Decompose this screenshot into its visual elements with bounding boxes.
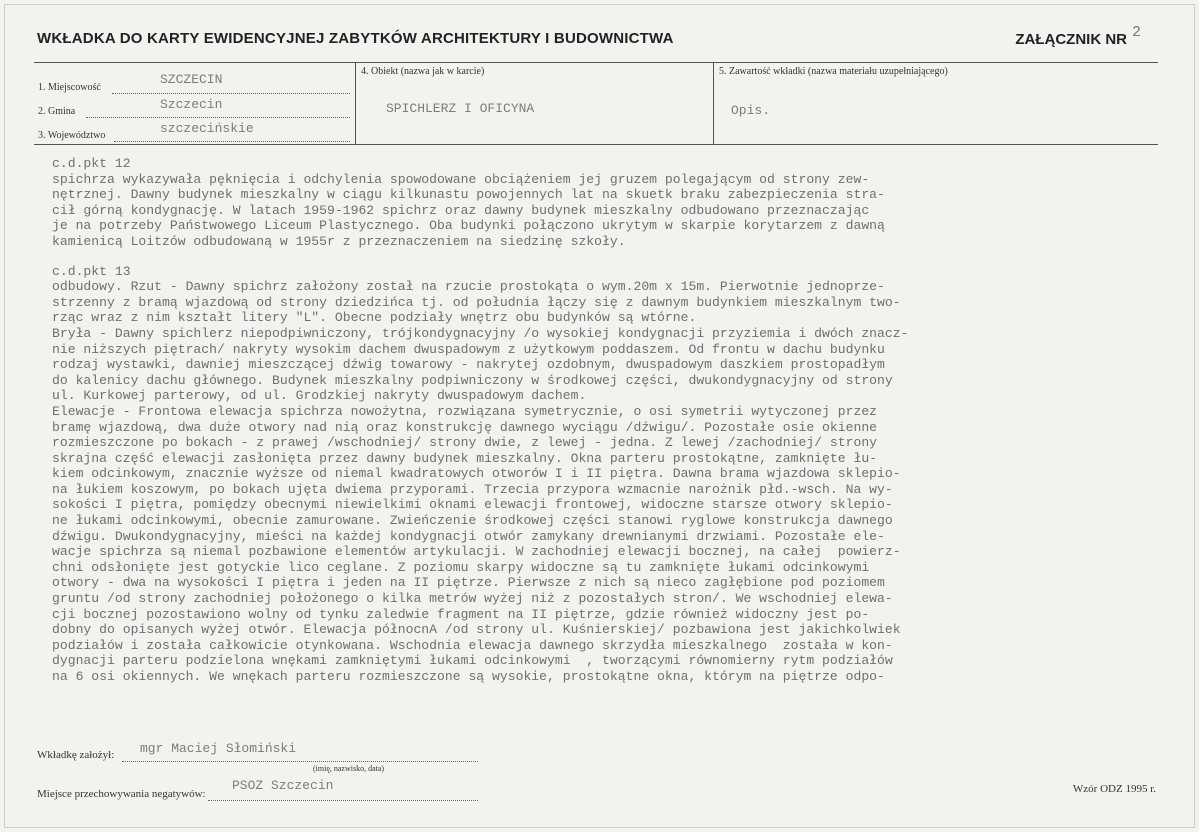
text-line: na 6 osi okiennych. We wnękach parteru rozmieszczone są wysokie, prostokątne okna, którym na piętrze odpo- (52, 669, 885, 684)
column-divider-2 (713, 62, 714, 144)
text-line: bramę wjazdową, dwa duże otwory nad nią oraz konstrukcję dawnego wyciągu /dźwigu/. Pozostałe osie okienne (52, 419, 878, 435)
gmina-label: 2. Gmina (38, 106, 76, 117)
text-line: strzenny z bramą wjazdową od strony dziedzińca tj. od południa łączy się z dawnym budynkiem mieszkalnym two- (52, 294, 901, 310)
text-line: ne łukami odcinkowymi, obecnie zamurowane. Zwieńczenie środkowej części stanowi ryglowe konstrukcja dawnego (52, 513, 893, 529)
author-hint: (imię, nazwisko, data) (313, 764, 385, 773)
location-value: PSOZ Szczecin (232, 778, 334, 793)
section-gap (52, 250, 1162, 264)
text-line: otwory - dwa na wysokości I piętra i jeden na II piętrze. Pierwsze z nich są nieco zagłębione pod poziomem (52, 575, 885, 591)
header-top-rule (34, 62, 1158, 63)
section-heading: c.d.pkt 12 (52, 156, 131, 171)
text-line: nętrznej. Dawny budynek mieszkalny w ciągu kilkunastu powojennych lat na skuetk braku zabezpieczenia stra- (52, 187, 885, 203)
text-line: rząc wraz z nim kształt litery "L". Obecne podziały wnętrz obu budynków są wtórne. (52, 310, 697, 326)
text-line: odbudowy. Rzut - Dawny spichrz założony został na rzucie prostokąta o wym.20m x 15m. Pierwotnie jednoprze- (52, 279, 885, 295)
obiekt-value: SPICHLERZ I OFICYNA (386, 101, 535, 116)
author-value: mgr Maciej Słomiński (140, 741, 297, 756)
location-label: Miejsce przechowywania negatywów: (37, 788, 206, 800)
text-line: kiem odcinkowym, znacznie wyższe od niemal kwadratowych otworów I i II piętra. Dawna brama wjazdowa sklepio- (52, 466, 901, 482)
text-line: na łukiem koszowym, po bokach ujęta dwiema przyporami. Trzecia przypora wzmacnie narożnik płd.-wsch. Na wy- (52, 481, 893, 497)
location-dotline (208, 800, 478, 801)
text-line: do kalenicy dachu głównego. Budynek mieszkalny podpiwniczony w środkowej części, dwukondygnacyjny od strony (52, 372, 893, 388)
form-title: WKŁADKA DO KARTY EWIDENCYJNEJ ZABYTKÓW ARCHITEKTURY I BUDOWNICTWA (37, 30, 674, 47)
obiekt-label: 4. Obiekt (nazwa jak w karcie) (361, 66, 485, 77)
text-line: dygnacji parteru podzielona wnękami zamkniętymi łukami odcinkowymi , tworzącymi równomierny rytm podziałów (52, 653, 893, 669)
text-line: spichrza wykazywała pęknięcia i odchylenia spowodowane obciążeniem jej gruzem polegającym od strony zew- (52, 171, 870, 187)
text-line: ul. Kurkowej parterowy, od ul. Grodzkiej nakryty dwuspadowym dachem. (52, 388, 587, 404)
header-bottom-rule (34, 144, 1158, 145)
wojewodztwo-dotline (114, 141, 350, 142)
description-body (52, 156, 1162, 685)
zawartosc-value: Opis. (731, 103, 771, 118)
text-line: rodzaj wystawki, dawniej mieszczącej dźwig towarowy - nakrytej ozdobnym, dwuspadowym daszkiem prostopadłym (52, 357, 885, 373)
text-line: wacje spichrza są niemal pozbawione elementów artykulacji. W zachodniej elewacji bocznej, na całej powierz- (52, 544, 901, 560)
text-line: rozmieszczone po bokach - z prawej /wschodniej/ strony dwie, z lewej - jedna. Z lewej /zachodniej/ strony (52, 435, 878, 451)
miejscowosc-label: 1. Miejscowość (38, 82, 101, 93)
column-divider-1 (355, 62, 356, 144)
text-line: dźwigu. Dwukondygnacyjny, mieści na każdej kondygnacji otwór zamykany drewnianymi drzwiami. Pozostałe ele- (52, 528, 885, 544)
attachment-label: ZAŁĄCZNIK NR (1015, 31, 1127, 48)
attachment-number: 2 (1131, 24, 1141, 41)
text-line: chni odsłonięte jest gotyckie lico ceglane. Z poziomu skarpy widoczne są tu zamknięte łukami odcinkowymi (52, 559, 870, 575)
miejscowosc-dotline (112, 93, 350, 94)
text-line: cił górną kondygnację. W latach 1959-1962 spichrz oraz dawny budynek mieszkalny odbudowano przeznaczając (52, 202, 870, 218)
text-line: Elewacje - Frontowa elewacja spichrza nowożytna, rozwiązana symetrycznie, o osi symetrii wytyczonej przez (52, 403, 878, 419)
text-line: podziałów i została całkowicie otynkowana. Wschodnia elewacja dawnego skrzydła mieszkalnego została w kon- (52, 637, 893, 653)
gmina-value: Szczecin (160, 97, 223, 112)
text-line: dobny do opisanych wyżej otwór. Elewacja północnA /od strony ul. Kuśnierskiej/ pozbawiona jest jakichkolwiek (52, 622, 901, 638)
text-line: sokości I piętra, pomiędzy obecnymi niewielkimi oknami elewacji frontowej, widoczne starsze otwory sklepio- (52, 497, 893, 513)
author-label: Wkładkę założył: (37, 749, 115, 761)
section-heading: c.d.pkt 13 (52, 263, 131, 279)
text-line: nie niższych piętrach/ nakryty wysokim dachem dwuspadowym z użytkowym poddaszem. Od frontu w dachu budynku (52, 341, 885, 357)
text-line: cji bocznej pozostawiono wolny od tynku zaledwie fragment na II piętrze, gdzie również widoczny jest po- (52, 606, 870, 622)
text-line: kamienicą Loitzów odbudowaną w 1955r z przeznaczeniem na siedzinę szkoły. (52, 233, 626, 249)
miejscowosc-value: SZCZECIN (160, 72, 223, 87)
author-dotline (122, 761, 478, 762)
text-line: gruntu /od strony zachodniej położonego o kilka metrów wyżej niż z pozostałych stron/. We wschodniej elewa- (52, 591, 893, 607)
wojewodztwo-value: szczecińskie (160, 121, 254, 136)
text-line: je na potrzeby Państwowego Liceum Plastycznego. Oba budynki połączono ukrytym w skarpie korytarzem z dawną (52, 218, 885, 234)
text-line: skrajna część elewacji zasłonięta przez dawny budynek mieszkalny. Okna parteru prostokątne, zamknięte łu- (52, 450, 878, 466)
text-line: Bryła - Dawny spichlerz niepodpiwniczony, trójkondygnacyjny /o wysokiej kondygnacji przyziemia i dwóch znacz- (52, 325, 909, 341)
gmina-dotline (86, 117, 350, 118)
wojewodztwo-label: 3. Województwo (38, 130, 106, 141)
zawartosc-label: 5. Zawartość wkładki (nazwa materiału uzupełniającego) (719, 66, 948, 77)
form-code: Wzór ODZ 1995 r. (1072, 783, 1156, 795)
